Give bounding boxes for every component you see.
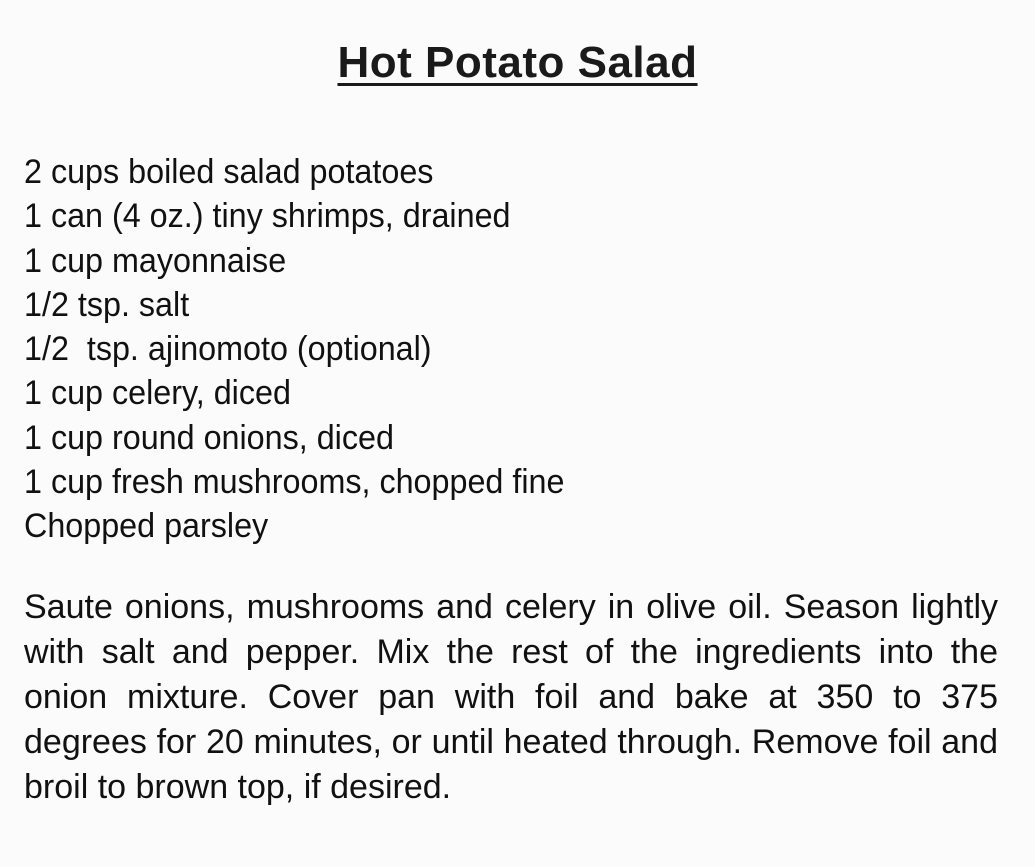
ingredient-item: 1/2 tsp. salt (24, 285, 190, 324)
ingredient-item: Chopped parsley (24, 507, 269, 546)
ingredient-item: 2 cups boiled salad potatoes (24, 153, 434, 191)
ingredient-item: 1 cup mayonnaise (24, 241, 287, 280)
ingredient-item: 1 cup fresh mushrooms, chopped fine (24, 463, 565, 502)
ingredient-item: 1 cup round onions, diced (24, 418, 394, 457)
ingredient-item: 1 cup celery, diced (24, 374, 291, 413)
recipe-title (0, 38, 1035, 88)
ingredient-item: 1 can (4 oz.) tiny shrimps, drained (24, 197, 511, 236)
recipe-title-text: Hot Potato Salad (337, 38, 698, 87)
ingredient-item: 1/2 tsp. ajinomoto (optional) (24, 330, 432, 369)
recipe-directions: Saute onions, mushrooms and celery in olive oil. Season lightly with salt and pepper. Mix the rest of the ingredients into the onion mixture. Cover pan with foil and bake at 350 to 375 degrees for 20 minutes, or until heated through. Remove foil and broil to brown top, if desired. (24, 588, 998, 806)
ingredients-list (24, 150, 564, 549)
